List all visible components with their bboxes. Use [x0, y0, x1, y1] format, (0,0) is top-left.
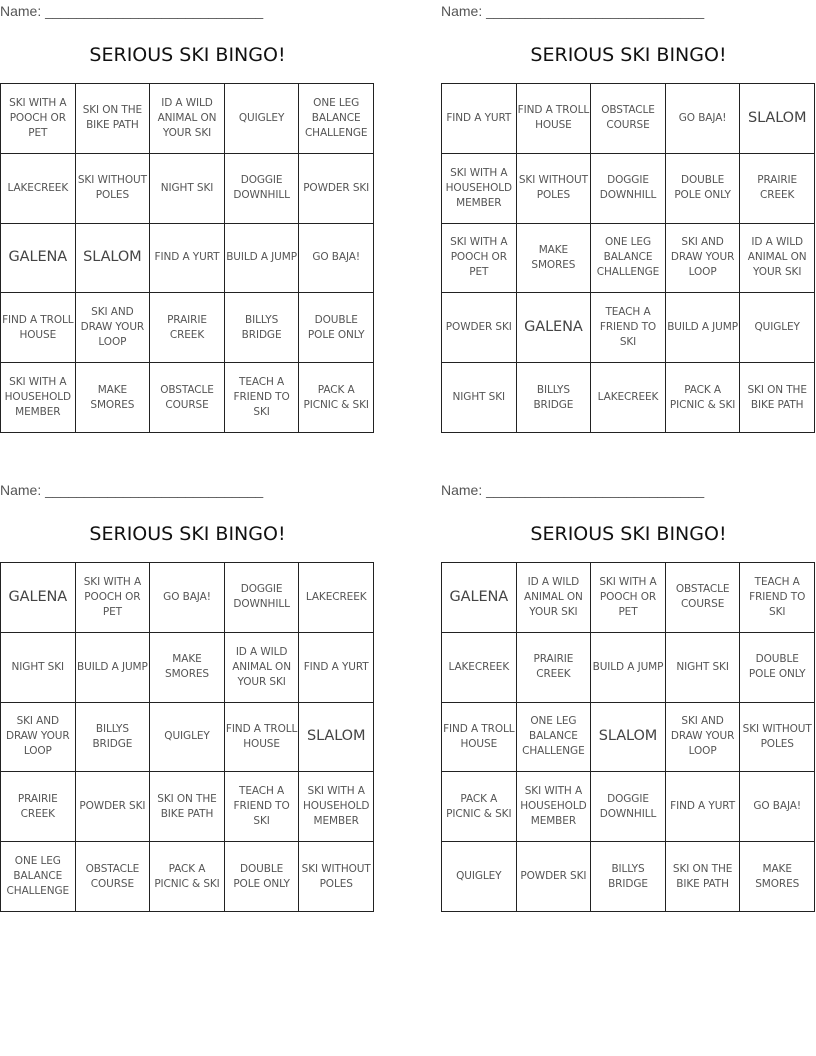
- name-field[interactable]: Name: ____________________________: [0, 3, 264, 19]
- bingo-cell[interactable]: SKI WITH A POOCH OR PET: [442, 224, 517, 294]
- bingo-cell[interactable]: BILLYS BRIDGE: [76, 703, 151, 773]
- bingo-cell[interactable]: QUIGLEY: [740, 293, 815, 363]
- bingo-cell[interactable]: PRAIRIE CREEK: [150, 293, 225, 363]
- bingo-cell[interactable]: LAKECREEK: [1, 154, 76, 224]
- bingo-cell[interactable]: ID A WILD ANIMAL ON YOUR SKI: [740, 224, 815, 294]
- bingo-cell[interactable]: OBSTACLE COURSE: [591, 84, 666, 154]
- bingo-cell[interactable]: DOUBLE POLE ONLY: [740, 633, 815, 703]
- bingo-cell[interactable]: SKI WITH A HOUSEHOLD MEMBER: [299, 772, 374, 842]
- bingo-cell[interactable]: SKI WITHOUT POLES: [740, 703, 815, 773]
- bingo-cell[interactable]: ID A WILD ANIMAL ON YOUR SKI: [225, 633, 300, 703]
- bingo-cell[interactable]: TEACH A FRIEND TO SKI: [740, 563, 815, 633]
- bingo-grid: [441, 83, 815, 433]
- bingo-cell[interactable]: FIND A YURT: [442, 84, 517, 154]
- bingo-cell[interactable]: OBSTACLE COURSE: [666, 563, 741, 633]
- bingo-cell[interactable]: PACK A PICNIC & SKI: [442, 772, 517, 842]
- bingo-cell[interactable]: SLALOM: [299, 703, 374, 773]
- bingo-cell[interactable]: GALENA: [442, 563, 517, 633]
- bingo-cell[interactable]: NIGHT SKI: [666, 633, 741, 703]
- bingo-cell[interactable]: BUILD A JUMP: [591, 633, 666, 703]
- bingo-cell[interactable]: LAKECREEK: [442, 633, 517, 703]
- bingo-cell[interactable]: BILLYS BRIDGE: [517, 363, 592, 433]
- bingo-cell[interactable]: ONE LEG BALANCE CHALLENGE: [1, 842, 76, 912]
- bingo-grid: [441, 562, 815, 912]
- bingo-cell[interactable]: SKI AND DRAW YOUR LOOP: [1, 703, 76, 773]
- bingo-cell[interactable]: PRAIRIE CREEK: [740, 154, 815, 224]
- bingo-cell[interactable]: PACK A PICNIC & SKI: [150, 842, 225, 912]
- bingo-cell[interactable]: SKI WITH A HOUSEHOLD MEMBER: [517, 772, 592, 842]
- bingo-cell[interactable]: PRAIRIE CREEK: [517, 633, 592, 703]
- bingo-cell[interactable]: FIND A YURT: [150, 224, 225, 294]
- card-title: SERIOUS SKI BINGO!: [89, 523, 286, 545]
- bingo-cell[interactable]: BUILD A JUMP: [76, 633, 151, 703]
- bingo-cell[interactable]: ONE LEG BALANCE CHALLENGE: [517, 703, 592, 773]
- card-title: SERIOUS SKI BINGO!: [89, 44, 286, 66]
- bingo-cell[interactable]: ONE LEG BALANCE CHALLENGE: [591, 224, 666, 294]
- bingo-cell[interactable]: POWDER SKI: [442, 293, 517, 363]
- bingo-cell[interactable]: MAKE SMORES: [150, 633, 225, 703]
- bingo-cell[interactable]: PACK A PICNIC & SKI: [299, 363, 374, 433]
- bingo-cell[interactable]: FIND A TROLL HOUSE: [517, 84, 592, 154]
- bingo-cell[interactable]: OBSTACLE COURSE: [150, 363, 225, 433]
- bingo-cell[interactable]: ID A WILD ANIMAL ON YOUR SKI: [150, 84, 225, 154]
- bingo-cell[interactable]: NIGHT SKI: [1, 633, 76, 703]
- bingo-cell[interactable]: GALENA: [517, 293, 592, 363]
- bingo-cell[interactable]: FIND A YURT: [666, 772, 741, 842]
- bingo-cell[interactable]: GO BAJA!: [150, 563, 225, 633]
- bingo-cell[interactable]: LAKECREEK: [591, 363, 666, 433]
- bingo-cell[interactable]: TEACH A FRIEND TO SKI: [591, 293, 666, 363]
- bingo-cell[interactable]: QUIGLEY: [442, 842, 517, 912]
- bingo-cell[interactable]: GALENA: [1, 563, 76, 633]
- bingo-cell[interactable]: SKI WITHOUT POLES: [299, 842, 374, 912]
- bingo-cell[interactable]: SKI WITHOUT POLES: [517, 154, 592, 224]
- bingo-cell[interactable]: MAKE SMORES: [76, 363, 151, 433]
- bingo-cell[interactable]: QUIGLEY: [150, 703, 225, 773]
- bingo-cell[interactable]: DOGGIE DOWNHILL: [591, 772, 666, 842]
- name-field[interactable]: Name: ____________________________: [441, 482, 705, 498]
- bingo-cell[interactable]: SKI WITH A POOCH OR PET: [1, 84, 76, 154]
- bingo-cell[interactable]: QUIGLEY: [225, 84, 300, 154]
- bingo-cell[interactable]: DOGGIE DOWNHILL: [225, 563, 300, 633]
- bingo-cell[interactable]: BILLYS BRIDGE: [591, 842, 666, 912]
- bingo-cell[interactable]: SKI AND DRAW YOUR LOOP: [666, 703, 741, 773]
- bingo-cell[interactable]: SKI WITH A HOUSEHOLD MEMBER: [1, 363, 76, 433]
- bingo-cell[interactable]: FIND A YURT: [299, 633, 374, 703]
- bingo-cell[interactable]: DOUBLE POLE ONLY: [225, 842, 300, 912]
- bingo-cell[interactable]: SKI ON THE BIKE PATH: [76, 84, 151, 154]
- bingo-cell[interactable]: POWDER SKI: [517, 842, 592, 912]
- bingo-cell[interactable]: SKI WITHOUT POLES: [76, 154, 151, 224]
- bingo-cell[interactable]: PRAIRIE CREEK: [1, 772, 76, 842]
- bingo-cell[interactable]: MAKE SMORES: [740, 842, 815, 912]
- bingo-cell[interactable]: TEACH A FRIEND TO SKI: [225, 772, 300, 842]
- bingo-cell[interactable]: NIGHT SKI: [150, 154, 225, 224]
- bingo-cell[interactable]: GO BAJA!: [666, 84, 741, 154]
- bingo-cell[interactable]: NIGHT SKI: [442, 363, 517, 433]
- name-field[interactable]: Name: ____________________________: [0, 482, 264, 498]
- bingo-cell[interactable]: BILLYS BRIDGE: [225, 293, 300, 363]
- bingo-cell[interactable]: SKI ON THE BIKE PATH: [150, 772, 225, 842]
- bingo-cell[interactable]: SKI AND DRAW YOUR LOOP: [666, 224, 741, 294]
- bingo-cell[interactable]: POWDER SKI: [76, 772, 151, 842]
- bingo-cell[interactable]: DOGGIE DOWNHILL: [225, 154, 300, 224]
- bingo-cell[interactable]: DOUBLE POLE ONLY: [299, 293, 374, 363]
- card-title: SERIOUS SKI BINGO!: [530, 44, 727, 66]
- bingo-cell[interactable]: SKI WITH A POOCH OR PET: [76, 563, 151, 633]
- bingo-cell[interactable]: ONE LEG BALANCE CHALLENGE: [299, 84, 374, 154]
- bingo-cell[interactable]: SLALOM: [740, 84, 815, 154]
- bingo-cell[interactable]: SLALOM: [76, 224, 151, 294]
- bingo-cell[interactable]: FIND A TROLL HOUSE: [225, 703, 300, 773]
- bingo-cell[interactable]: LAKECREEK: [299, 563, 374, 633]
- bingo-cell[interactable]: SKI ON THE BIKE PATH: [666, 842, 741, 912]
- bingo-cell[interactable]: FIND A TROLL HOUSE: [442, 703, 517, 773]
- card-title: SERIOUS SKI BINGO!: [530, 523, 727, 545]
- bingo-cell[interactable]: DOGGIE DOWNHILL: [591, 154, 666, 224]
- bingo-cell[interactable]: FIND A TROLL HOUSE: [1, 293, 76, 363]
- bingo-grid: [0, 83, 374, 433]
- bingo-cell[interactable]: BUILD A JUMP: [225, 224, 300, 294]
- bingo-cell[interactable]: SKI WITH A HOUSEHOLD MEMBER: [442, 154, 517, 224]
- bingo-cell[interactable]: SLALOM: [591, 703, 666, 773]
- bingo-cell[interactable]: SKI WITH A POOCH OR PET: [591, 563, 666, 633]
- bingo-cell[interactable]: SKI ON THE BIKE PATH: [740, 363, 815, 433]
- bingo-cell[interactable]: GO BAJA!: [740, 772, 815, 842]
- bingo-cell[interactable]: ID A WILD ANIMAL ON YOUR SKI: [517, 563, 592, 633]
- bingo-cell[interactable]: POWDER SKI: [299, 154, 374, 224]
- bingo-cell[interactable]: GO BAJA!: [299, 224, 374, 294]
- bingo-cell[interactable]: MAKE SMORES: [517, 224, 592, 294]
- bingo-grid: [0, 562, 374, 912]
- bingo-cell[interactable]: OBSTACLE COURSE: [76, 842, 151, 912]
- bingo-cell[interactable]: TEACH A FRIEND TO SKI: [225, 363, 300, 433]
- bingo-cell[interactable]: SKI AND DRAW YOUR LOOP: [76, 293, 151, 363]
- bingo-cell[interactable]: PACK A PICNIC & SKI: [666, 363, 741, 433]
- bingo-cell[interactable]: DOUBLE POLE ONLY: [666, 154, 741, 224]
- name-field[interactable]: Name: ____________________________: [441, 3, 705, 19]
- bingo-cell[interactable]: GALENA: [1, 224, 76, 294]
- bingo-cell[interactable]: BUILD A JUMP: [666, 293, 741, 363]
